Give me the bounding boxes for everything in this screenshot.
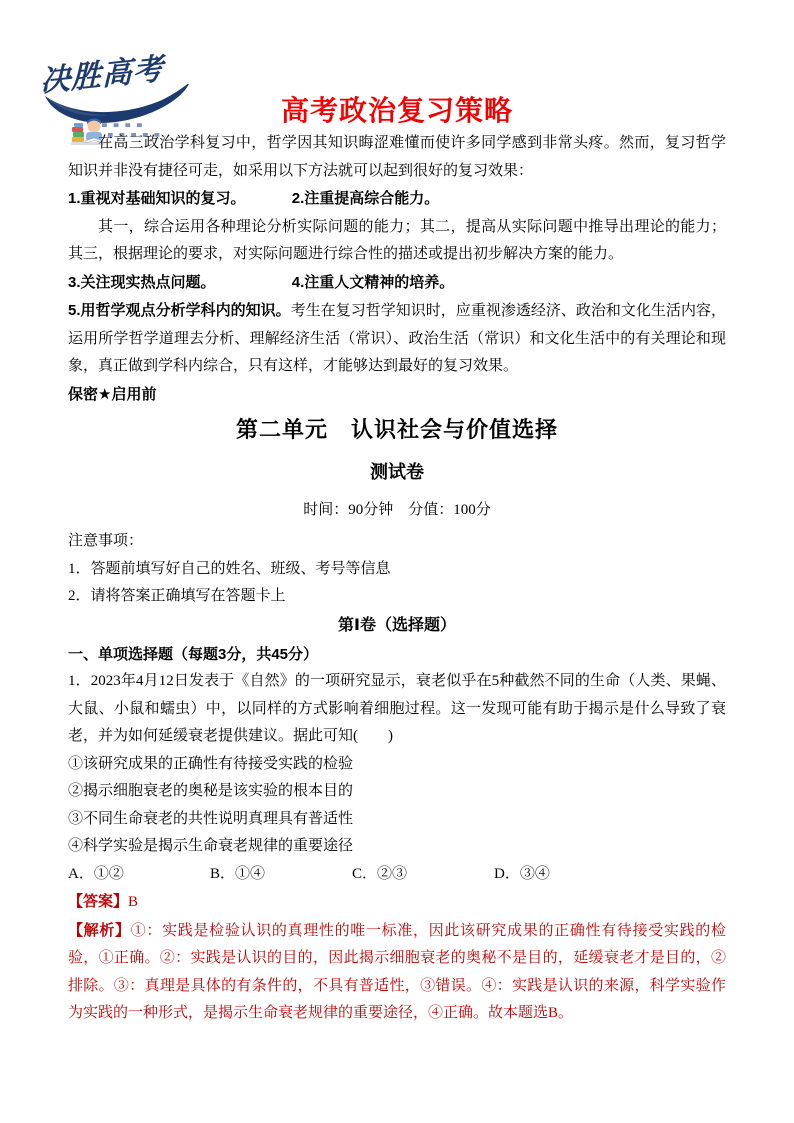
- brand-logo-text: 决胜高考: [40, 52, 164, 99]
- question1-stem: 1．2023年4月12日发表于《自然》的一项研究显示，衰老似乎在5种截然不同的生命（人类、果蝇、大鼠、小鼠和蠕虫）中，以同样的方式影响着细胞过程。这一发现可能有助于揭示是什么导致了衰老，并为如何延缓衰老提供建议。据此可知( ): [68, 673, 726, 744]
- part1-title: 第Ⅰ卷（选择题）: [338, 616, 456, 634]
- question1-statement-4: ④科学实验是揭示生命衰老规律的重要途径: [68, 838, 354, 854]
- option-c: C．②③: [352, 865, 408, 882]
- section1-title: 一、单项选择题（每题3分，共45分）: [68, 645, 319, 663]
- doc-body: [68, 130, 726, 1028]
- review-point-3: 3.关注现实热点问题。: [68, 273, 216, 291]
- question1-statement-3: ③不同生命衰老的共性说明真理具有普适性: [68, 810, 354, 827]
- notes-title: 注意事项：: [68, 533, 144, 549]
- option-a: A．①②: [68, 865, 124, 882]
- review-points-1-2: [68, 185, 726, 214]
- note-item-2: 2．请将答案正确填写在答题卡上: [68, 588, 286, 604]
- note-item-1: 1．答题前填写好自己的姓名、班级、考号等信息: [68, 560, 391, 577]
- review-point-4: 4.注重人文精神的培养。: [291, 273, 455, 291]
- review-point-5: [68, 297, 726, 381]
- option-b: B．①④: [210, 865, 266, 882]
- intro-paragraph-1: 在高三政治学科复习中，哲学因其知识晦涩难懂而使许多同学感到非常头疼。然而，复习哲学知识并非没有捷径可走，如采用以下方法就可以起到很好的复习效果：: [68, 135, 726, 179]
- doc-title: 高考政治复习策略: [280, 95, 513, 126]
- answer-line: [68, 888, 726, 917]
- review-points-3-4: [68, 269, 726, 298]
- analysis-paragraph: [68, 917, 726, 1028]
- paper-type: 测试卷: [370, 462, 424, 482]
- answer-value: B: [128, 894, 139, 910]
- question1-statement-1: ①该研究成果的正确性有待接受实践的检验: [68, 755, 354, 772]
- answer-label: 【答案】: [68, 893, 129, 910]
- question1-statement-2: ②揭示细胞衰老的奥秘是该实验的根本目的: [68, 783, 354, 799]
- analysis-label: 【解析】: [68, 921, 131, 939]
- option-d: D．③④: [494, 865, 550, 882]
- exam-meta: 时间：90分钟 分值：100分: [303, 502, 491, 518]
- unit-title: 第二单元 认识社会与价值选择: [235, 417, 558, 442]
- analysis-text: ①：实践是检验认识的真理性的唯一标准，因此该研究成果的正确性有待接受实践的检验，①正确。②：实践是认识的目的，因此揭示细胞衰老的奥秘不是目的，延缓衰老才是目的，②排除。③：真理是具体的有条件的，不具有普适性，③错误。④：实践是认识的来源，科学实验作为实践的一种形式，是揭示生命衰老规律的重要途径，④正确。故本题选B。: [68, 922, 726, 1021]
- secrecy-notice: 保密★启用前: [68, 385, 157, 403]
- review-point-1: 1.重视对基础知识的复习。: [68, 190, 246, 207]
- document-header: [0, 0, 794, 130]
- review-point-5-lead: 5.用哲学观点分析学科内的知识。: [68, 302, 291, 319]
- question1-options-row: [68, 861, 726, 889]
- review-point-5-body: 考生在复习哲学知识时，应重视渗透经济、政治和文化生活内容，运用所学哲学道理去分析、理解经济生活（常识）、政治生活（常识）和文化生活中的有关理论和现象，真正做到学科内综合，只有这样，才能够达到最好的复习效果。: [68, 303, 726, 374]
- intro-paragraph-2: 其一，综合运用各种理论分析实际问题的能力；其二，提高从实际问题中推导出理论的能力；其三，根据理论的要求，对实际问题进行综合性的描述或提出初步解决方案的能力。: [68, 218, 726, 262]
- review-point-2: 2.注重提高综合能力。: [291, 190, 440, 207]
